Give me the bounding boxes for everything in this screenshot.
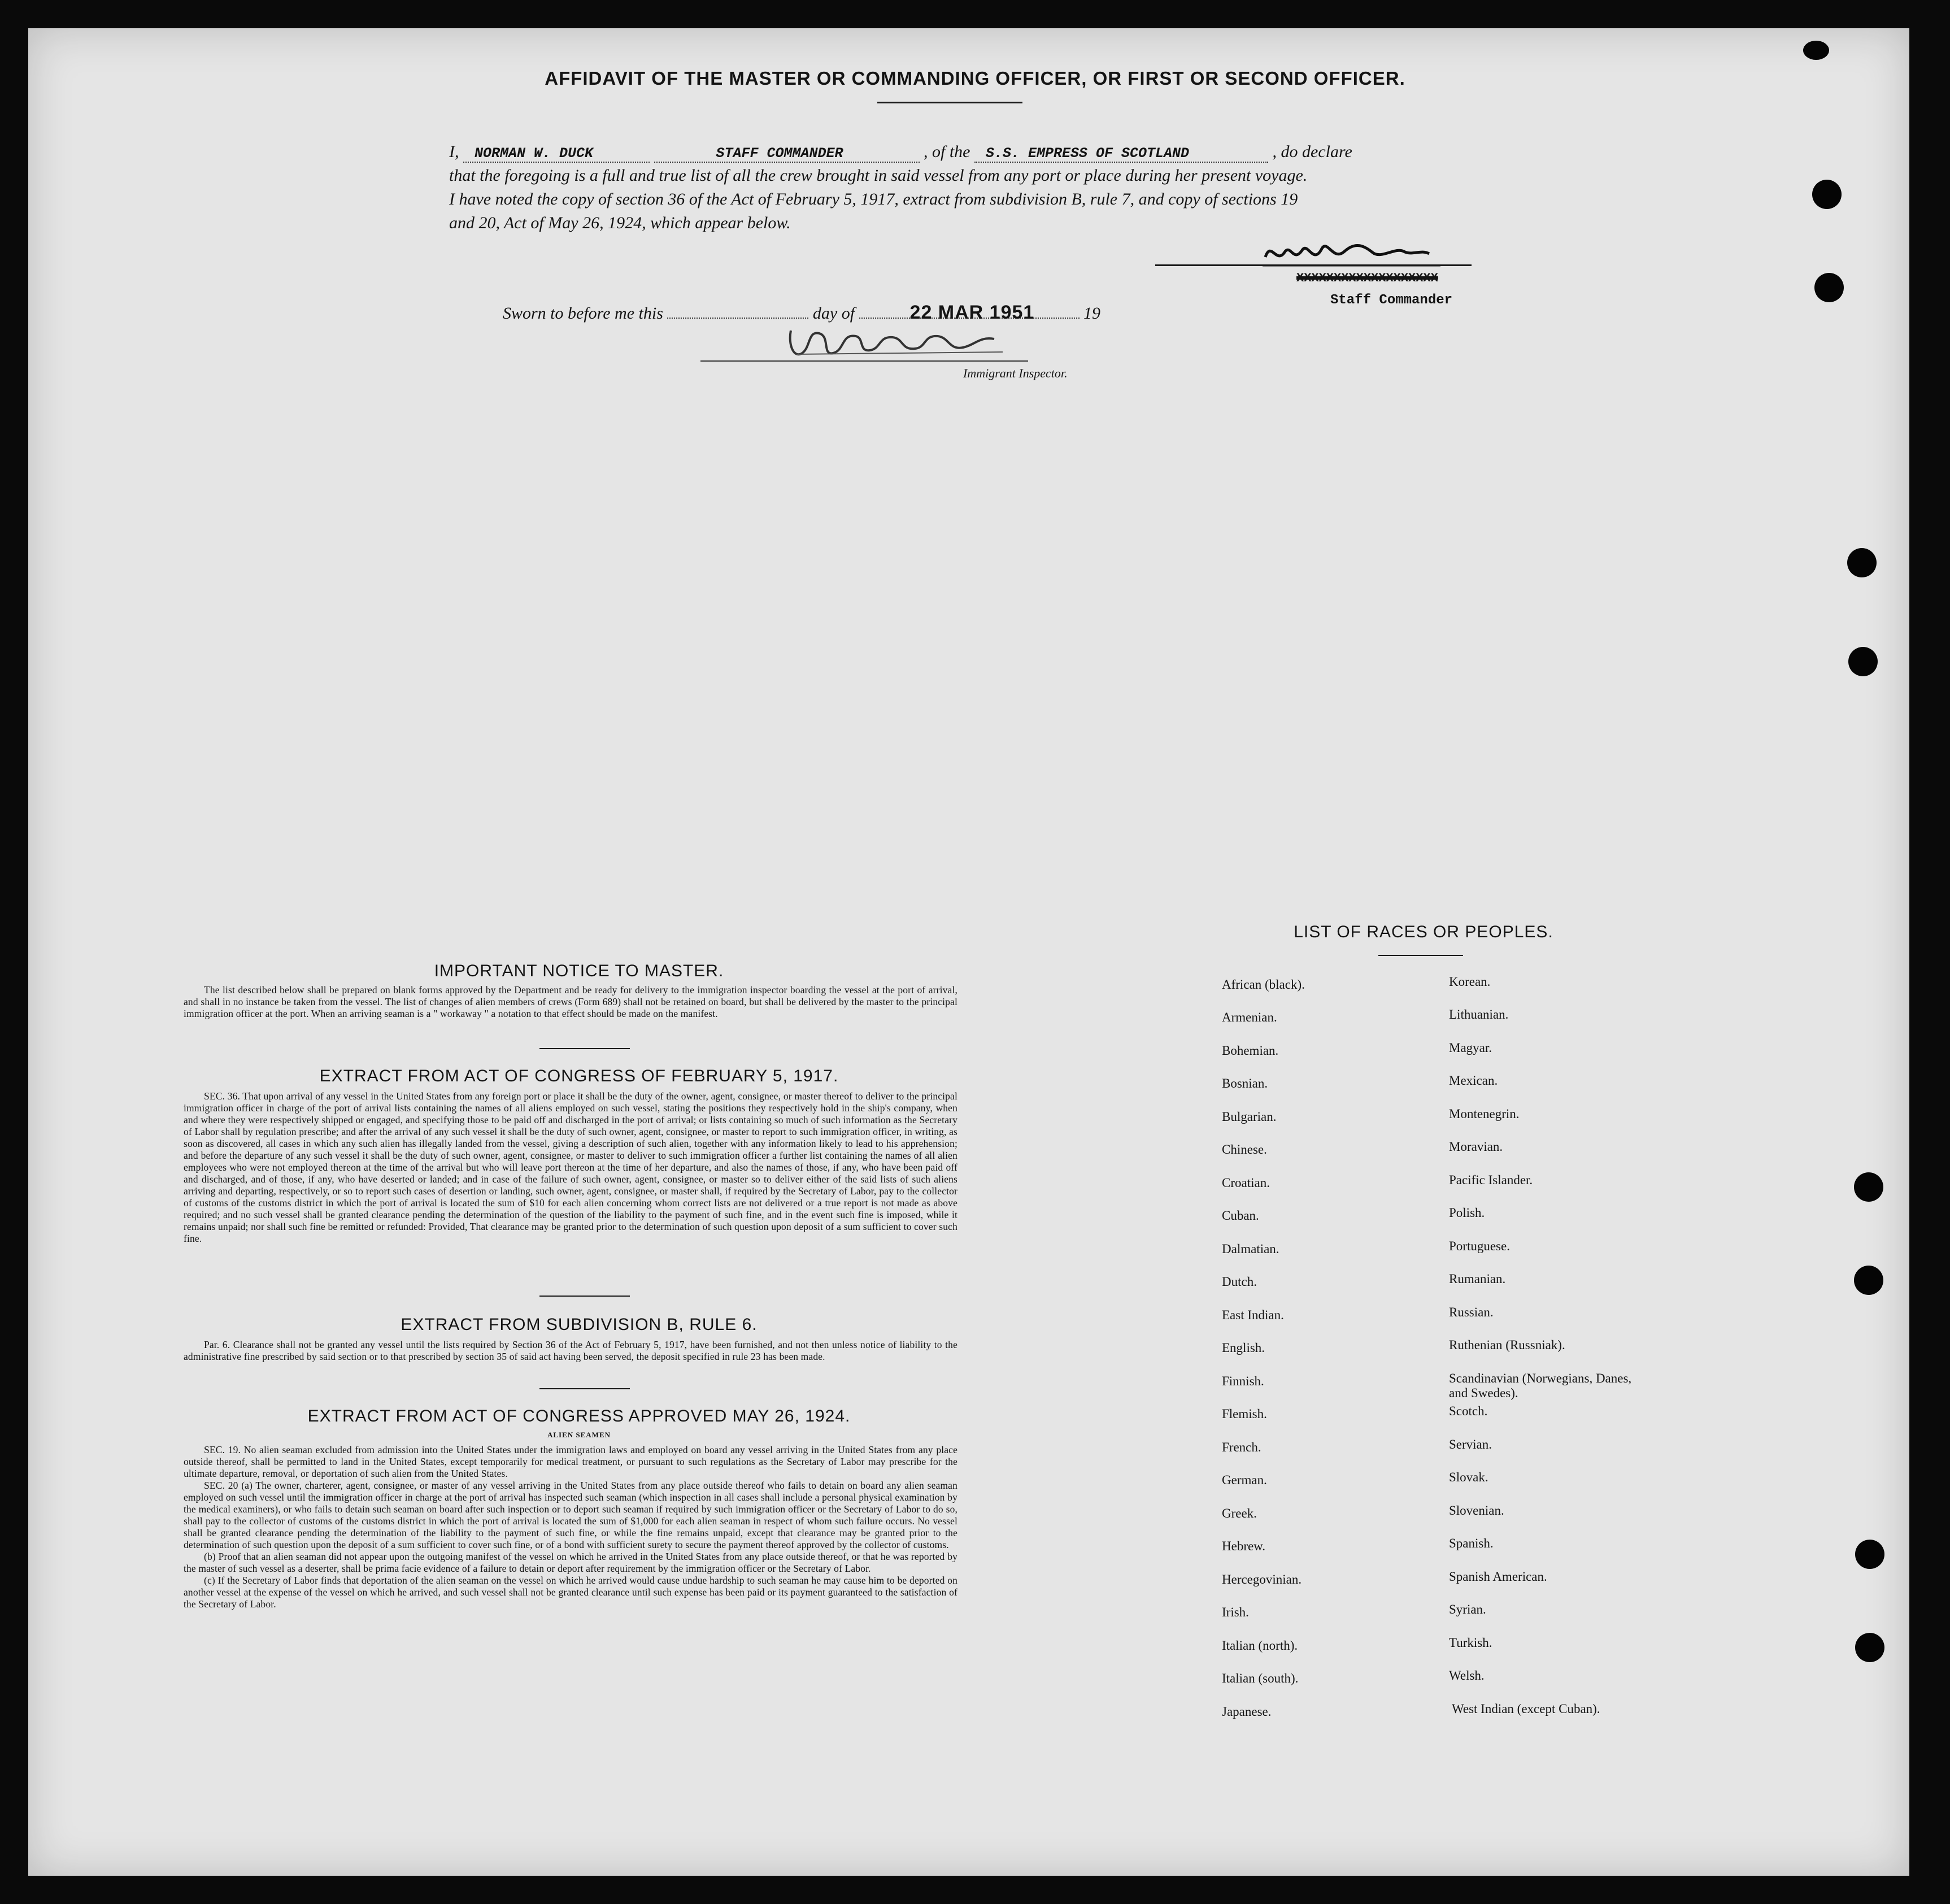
section-divider [539,1388,630,1389]
race-item: Slovak. [1449,1470,1488,1484]
declaration-line-3: I have noted the copy of section 36 of the Act of February 5, 1917, extract from subdivision B, rule 7, and copy of sections 19 [449,190,1298,208]
i-label: I, [449,142,459,161]
race-item: Polish. [1449,1206,1485,1220]
vessel-name: S.S. EMPRESS OF SCOTLAND [986,145,1190,162]
punch-hole [1855,1540,1884,1569]
race-item: Syrian. [1449,1602,1486,1616]
title-divider [877,102,1022,103]
notice-text [184,984,957,1020]
race-item: Flemish. [1222,1407,1267,1421]
extract-1917-paragraph: SEC. 36. That upon arrival of any vessel in the United States from any foreign port or place it shall be the duty of the owner, agent, consignee, or master thereof to deliver to the principal immigration officer in charge of the port of arrival lists containing the names of all aliens employed on such vessel, stating the positions they respectively hold in the ship's company, when and where they were respectively shipped or engaged, and specifying those to be paid off and discharged in the port of arrival; or lists containing so much of such information as the Secretary of Labor shall by regulation prescribe; and after the arrival of any such vessel it shall be the duty of such owner, agent, consignee, or master to report to such immigration officer, in writing, as soon as discovered, all cases in which any such alien has illegally landed from the vessel, giving a description of such alien, together with any information likely to lead to his apprehension; and before the departure of any such vessel it shall be the duty of such owner, agent, consignee, or master to deliver to such immigration officer a further list containing the names of all alien employees who were not employed thereon at the time of the arrival but who will leave port thereon at the time of her departure, and also the names of those, if any, who have been paid off and discharged, and of those, if any, who have deserted or landed; and in case of the failure of such owner, agent, consignee, or master so to deliver either of the said lists of such aliens arriving and departing, respectively, or so to report such cases of desertion or landing, such owner, agent, consignee, or master shall, if required by the Secretary of Labor, pay to the collector of customs of the customs district in which the port of arrival is located the sum of $10 for each alien concerning whom correct lists are not delivered or a true report is not made as above required; and no such vessel shall be granted clearance pending the determination of the question of the liability to the payment of such fine, and in the event such fine is imposed, while it remains unpaid; nor shall such fine be remitted or refunded: Provided, That clearance may be granted prior to the determination of such question upon deposit of a sum sufficient to cover such fine. [184,1090,957,1244]
do-declare-label: , do declare [1272,142,1352,161]
year-prefix: 19 [1083,304,1101,323]
race-item: West Indian (except Cuban). [1452,1702,1600,1716]
extract-1924-title: EXTRACT FROM ACT OF CONGRESS APPROVED MAY 26, 1924. [307,1407,851,1425]
race-item: Rumanian. [1449,1272,1506,1286]
race-item: Turkish. [1449,1636,1492,1650]
race-item: Finnish. [1222,1374,1264,1388]
rule6-paragraph: Par. 6. Clearance shall not be granted any vessel until the lists required by Section 36 of the Act of February 5, 1917, have been furnished, and not then unless notice of liability to the administrative fine prescribed by said section or to that prescribed by section 35 of said act having been served, the deposit specified in rule 23 has been made. [184,1339,957,1362]
extract-1924-text [184,1444,957,1610]
section-divider [539,1048,630,1049]
punch-hole [1848,647,1878,676]
affidavit-title: AFFIDAVIT OF THE MASTER OR COMMANDING OFFICER, OR FIRST OR SECOND OFFICER. [545,68,1405,89]
race-item: East Indian. [1222,1308,1284,1322]
race-item: French. [1222,1440,1261,1454]
race-item: Italian (north). [1222,1638,1298,1653]
sworn-label: Sworn to before me this [503,304,663,323]
date-stamp: 22 MAR 1951 [909,302,1035,323]
race-item: African (black). [1222,977,1305,992]
punch-hole [1854,1172,1883,1202]
race-item: Pacific Islander. [1449,1173,1533,1187]
race-item: Servian. [1449,1437,1492,1451]
race-item: Croatian. [1222,1176,1270,1190]
punch-hole [1854,1266,1883,1295]
race-item: German. [1222,1473,1267,1487]
declaration-line-1 [449,142,1511,163]
signer-title: Staff Commander [1330,293,1453,308]
race-item: Welsh. [1449,1668,1485,1683]
race-item: English. [1222,1341,1265,1355]
race-item: Portuguese. [1449,1239,1510,1253]
punch-hole [1814,273,1844,302]
of-the-label: , of the [924,142,970,161]
race-item: Moravian. [1449,1140,1503,1154]
officer-name: NORMAN W. DUCK [475,145,594,162]
declaration-line-2: that the foregoing is a full and true list of all the crew brought in said vessel from any port or place during her present voyage. [449,166,1308,185]
extract-1917-title: EXTRACT FROM ACT OF CONGRESS OF FEBRUARY 5, 1917. [319,1067,839,1085]
race-item: Scandinavian (Norwegians, Danes, and Swedes). [1449,1371,1632,1400]
extract-1917-text [184,1090,957,1245]
race-item: Russian. [1449,1305,1494,1319]
races-title: LIST OF RACES OR PEOPLES. [1294,923,1553,941]
race-item: Spanish. [1449,1536,1494,1550]
officer-rank: STAFF COMMANDER [716,145,843,162]
sec20a-paragraph: SEC. 20 (a) The owner, charterer, agent, consignee, or master of any vessel arriving in the United States from any place outside thereof who fails to detain on board any alien seaman employed on such vessel until the immigration officer in charge at the port of arrival has inspected such seaman (which inspection in all cases shall include a personal physical examination by the medical examiners), or who fails to detain such seaman on board after such inspection or to deport such seaman if required by such immigration officer or the Secretary of Labor to do so, shall pay to the collector of customs of the customs district in which the port of arrival is located the sum of $1,000 for each alien seaman in respect of whom such failure occurs. No vessel shall be granted clearance pending the determination of the liability to the payment of such fine, or while the fine remains unpaid, except that clearance may be granted prior to the determination of such question upon the deposit of a sum sufficient to cover such fine, or of a bond with sufficient surety to secure the payment thereof approved by the collector of customs. [184,1480,957,1550]
race-item: Bohemian. [1222,1044,1279,1058]
race-item: Korean. [1449,975,1491,989]
rule6-title: EXTRACT FROM SUBDIVISION B, RULE 6. [401,1315,758,1334]
races-divider [1378,955,1463,956]
race-item: Ruthenian (Russniak). [1449,1338,1565,1352]
inspector-label: Immigrant Inspector. [963,366,1068,380]
race-item: Scotch. [1449,1404,1488,1418]
race-item: Mexican. [1449,1073,1498,1088]
race-item: Irish. [1222,1605,1249,1619]
notice-title: IMPORTANT NOTICE TO MASTER. [434,962,724,980]
race-item: Dutch. [1222,1275,1257,1289]
punch-hole [1812,180,1842,209]
signature-line [1155,264,1472,266]
race-item: Italian (south). [1222,1671,1299,1685]
race-item: Chinese. [1222,1142,1267,1157]
race-item: Bosnian. [1222,1076,1268,1090]
race-item: Greek. [1222,1506,1257,1520]
punch-hole [1855,1633,1884,1662]
declaration-line-4: and 20, Act of May 26, 1924, which appear below. [449,214,791,232]
inspector-line [700,360,1028,362]
race-item: Dalmatian. [1222,1242,1279,1256]
alien-seamen-subtitle: ALIEN SEAMEN [547,1431,611,1439]
race-item: Slovenian. [1449,1503,1504,1518]
punch-hole [1803,41,1829,60]
race-item: Lithuanian. [1449,1007,1509,1021]
sec20b-paragraph: (b) Proof that an alien seaman did not appear upon the outgoing manifest of the vessel on which he arrived in the United States from any place outside thereof, or that he was reported by the master of such vessel as a deserter, shall be prima facie evidence of a failure to detain or deport after requirement by the immigration officer or the Secretary of Labor. [184,1551,957,1574]
sec20c-paragraph: (c) If the Secretary of Labor finds that deportation of the alien seaman on the vessel on which he arrived would cause undue hardship to such seaman he may cause him to be deported on another vessel at the expense of the vessel on which he arrived, and such vessel shall not be granted clearance until such expense has been paid or its payment guaranteed to the satisfaction of the Secretary of Labor. [184,1575,957,1610]
race-item: Montenegrin. [1449,1107,1520,1121]
race-item: Bulgarian. [1222,1110,1277,1124]
notice-paragraph: The list described below shall be prepared on blank forms approved by the Department and be ready for delivery to the immigration inspector boarding the vessel at the port of arrival, and shall in no instance be taken from the vessel. The list of changes of alien members of crews (Form 689) shall not be retained on board, but shall be delivered by the master to the principal immigration officer at the port. When an arriving seaman is a " workaway " a notation to that effect should be made on the manifest. [184,984,957,1019]
race-item: Hebrew. [1222,1539,1266,1553]
struck-typed-text: XXXXXXXXXXXXXXXXXXX [1296,271,1438,285]
day-label: day of [812,304,855,323]
sec19-paragraph: SEC. 19. No alien seaman excluded from admission into the United States under the immigration laws and employed on board any vessel arriving in the United States from any place outside thereof, shall be permitted to land in the United States, except temporarily for medical treatment, or pursuant to such regulations as the Secretary of Labor may prescribe for the ultimate departure, removal, or deportation of such alien from the United States. [184,1444,957,1479]
race-item: Spanish American. [1449,1570,1547,1584]
race-item: Magyar. [1449,1041,1492,1055]
race-item: Armenian. [1222,1010,1277,1024]
rule6-text [184,1339,957,1363]
section-divider [539,1296,630,1297]
race-item: Japanese. [1222,1705,1272,1719]
punch-hole [1847,548,1877,577]
race-item: Hercegovinian. [1222,1572,1302,1586]
race-item: Cuban. [1222,1209,1259,1223]
